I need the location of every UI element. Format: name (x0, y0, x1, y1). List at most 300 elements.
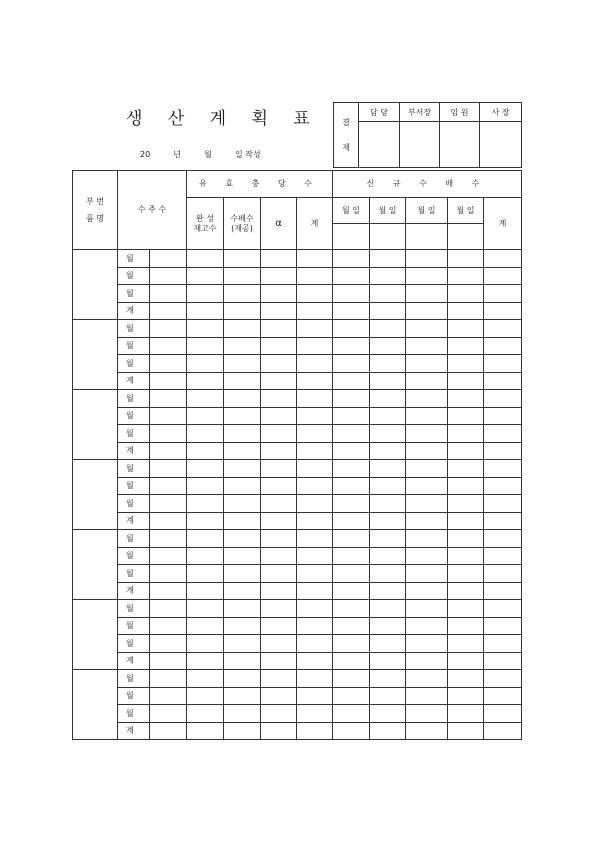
plan-entry-cell[interactable] (224, 670, 261, 688)
plan-entry-cell[interactable] (224, 302, 261, 320)
plan-entry-cell[interactable] (484, 302, 522, 320)
plan-entry-cell[interactable] (406, 250, 448, 268)
plan-entry-cell[interactable] (261, 582, 297, 600)
plan-entry-cell[interactable] (333, 512, 370, 530)
plan-entry-cell[interactable] (261, 547, 297, 565)
plan-entry-cell[interactable] (484, 460, 522, 478)
plan-entry-cell[interactable] (448, 250, 484, 268)
plan-entry-cell[interactable] (406, 337, 448, 355)
plan-entry-cell[interactable] (187, 267, 224, 285)
plan-entry-cell[interactable] (370, 582, 406, 600)
plan-entry-cell[interactable] (297, 635, 333, 653)
plan-entry-cell[interactable] (484, 635, 522, 653)
plan-entry-cell[interactable] (448, 512, 484, 530)
plan-entry-cell[interactable] (484, 337, 522, 355)
plan-entry-cell[interactable] (333, 582, 370, 600)
plan-entry-cell[interactable] (261, 320, 297, 338)
plan-entry-cell[interactable] (297, 372, 333, 390)
plan-entry-cell[interactable] (150, 512, 187, 530)
plan-entry-cell[interactable] (333, 687, 370, 705)
plan-entry-cell[interactable] (224, 565, 261, 583)
plan-entry-cell[interactable] (187, 495, 224, 513)
plan-entry-cell[interactable] (297, 250, 333, 268)
plan-entry-cell[interactable] (370, 320, 406, 338)
plan-entry-cell[interactable] (406, 582, 448, 600)
plan-entry-cell[interactable] (333, 600, 370, 618)
plan-entry-cell[interactable] (333, 302, 370, 320)
plan-entry-cell[interactable] (333, 722, 370, 740)
plan-entry-cell[interactable] (448, 635, 484, 653)
plan-entry-cell[interactable] (448, 302, 484, 320)
plan-entry-cell[interactable] (187, 442, 224, 460)
plan-entry-cell[interactable] (150, 705, 187, 723)
plan-entry-cell[interactable] (261, 722, 297, 740)
plan-entry-cell[interactable] (297, 705, 333, 723)
plan-entry-cell[interactable] (261, 407, 297, 425)
plan-entry-cell[interactable] (448, 670, 484, 688)
plan-entry-cell[interactable] (261, 460, 297, 478)
plan-entry-cell[interactable] (224, 460, 261, 478)
plan-entry-cell[interactable] (448, 705, 484, 723)
plan-entry-cell[interactable] (224, 495, 261, 513)
part-name-cell[interactable] (73, 530, 118, 600)
plan-entry-cell[interactable] (406, 302, 448, 320)
plan-entry-cell[interactable] (333, 460, 370, 478)
plan-entry-cell[interactable] (150, 320, 187, 338)
plan-entry-cell[interactable] (187, 460, 224, 478)
plan-entry-cell[interactable] (333, 670, 370, 688)
plan-entry-cell[interactable] (297, 460, 333, 478)
plan-entry-cell[interactable] (297, 582, 333, 600)
plan-entry-cell[interactable] (406, 705, 448, 723)
plan-entry-cell[interactable] (333, 530, 370, 548)
plan-entry-cell[interactable] (187, 372, 224, 390)
plan-entry-cell[interactable] (150, 355, 187, 373)
plan-entry-cell[interactable] (150, 250, 187, 268)
plan-entry-cell[interactable] (448, 390, 484, 408)
plan-entry-cell[interactable] (370, 652, 406, 670)
plan-entry-cell[interactable] (406, 722, 448, 740)
plan-entry-cell[interactable] (297, 547, 333, 565)
plan-entry-cell[interactable] (448, 617, 484, 635)
plan-entry-cell[interactable] (333, 477, 370, 495)
plan-entry-cell[interactable] (297, 617, 333, 635)
plan-entry-cell[interactable] (406, 320, 448, 338)
plan-entry-cell[interactable] (187, 337, 224, 355)
month-day-input[interactable] (333, 224, 370, 250)
plan-entry-cell[interactable] (224, 635, 261, 653)
plan-entry-cell[interactable] (484, 425, 522, 443)
plan-entry-cell[interactable] (261, 565, 297, 583)
plan-entry-cell[interactable] (261, 687, 297, 705)
plan-entry-cell[interactable] (484, 355, 522, 373)
plan-entry-cell[interactable] (406, 547, 448, 565)
plan-entry-cell[interactable] (187, 512, 224, 530)
plan-entry-cell[interactable] (370, 600, 406, 618)
plan-entry-cell[interactable] (370, 425, 406, 443)
plan-entry-cell[interactable] (187, 250, 224, 268)
plan-entry-cell[interactable] (484, 652, 522, 670)
plan-entry-cell[interactable] (150, 582, 187, 600)
plan-entry-cell[interactable] (370, 547, 406, 565)
plan-entry-cell[interactable] (370, 530, 406, 548)
plan-entry-cell[interactable] (261, 390, 297, 408)
approval-sign-cell[interactable] (440, 122, 480, 168)
plan-entry-cell[interactable] (297, 495, 333, 513)
plan-entry-cell[interactable] (297, 285, 333, 303)
plan-entry-cell[interactable] (150, 722, 187, 740)
plan-entry-cell[interactable] (187, 582, 224, 600)
plan-entry-cell[interactable] (333, 442, 370, 460)
plan-entry-cell[interactable] (448, 477, 484, 495)
plan-entry-cell[interactable] (370, 565, 406, 583)
plan-entry-cell[interactable] (150, 302, 187, 320)
plan-entry-cell[interactable] (261, 635, 297, 653)
approval-sign-cell[interactable] (480, 122, 522, 168)
plan-entry-cell[interactable] (370, 670, 406, 688)
plan-entry-cell[interactable] (484, 372, 522, 390)
plan-entry-cell[interactable] (370, 512, 406, 530)
plan-entry-cell[interactable] (261, 250, 297, 268)
plan-entry-cell[interactable] (333, 372, 370, 390)
plan-entry-cell[interactable] (333, 547, 370, 565)
plan-entry-cell[interactable] (448, 355, 484, 373)
plan-entry-cell[interactable] (370, 477, 406, 495)
plan-entry-cell[interactable] (224, 582, 261, 600)
row-period-label: 월 (118, 425, 150, 443)
plan-entry-cell[interactable] (297, 477, 333, 495)
plan-entry-cell[interactable] (224, 355, 261, 373)
plan-entry-cell[interactable] (187, 617, 224, 635)
month-day-input[interactable] (406, 224, 448, 250)
plan-entry-cell[interactable] (333, 285, 370, 303)
plan-entry-cell[interactable] (370, 442, 406, 460)
plan-entry-cell[interactable] (406, 600, 448, 618)
plan-entry-cell[interactable] (406, 512, 448, 530)
plan-entry-cell[interactable] (150, 337, 187, 355)
plan-entry-cell[interactable] (484, 442, 522, 460)
row-period-label: 월 (118, 600, 150, 618)
plan-entry-cell[interactable] (187, 477, 224, 495)
plan-entry-cell[interactable] (406, 495, 448, 513)
plan-entry-cell[interactable] (224, 512, 261, 530)
plan-entry-cell[interactable] (224, 687, 261, 705)
plan-entry-cell[interactable] (224, 320, 261, 338)
plan-entry-cell[interactable] (261, 530, 297, 548)
plan-entry-cell[interactable] (484, 617, 522, 635)
plan-entry-cell[interactable] (297, 600, 333, 618)
plan-entry-cell[interactable] (187, 390, 224, 408)
plan-entry-cell[interactable] (224, 705, 261, 723)
plan-entry-cell[interactable] (150, 495, 187, 513)
part-name-cell[interactable] (73, 460, 118, 530)
plan-entry-cell[interactable] (297, 302, 333, 320)
plan-entry-cell[interactable] (484, 582, 522, 600)
part-name-cell[interactable] (73, 320, 118, 390)
plan-entry-cell[interactable] (448, 565, 484, 583)
part-name-cell[interactable] (73, 670, 118, 740)
plan-entry-cell[interactable] (150, 425, 187, 443)
plan-entry-cell[interactable] (297, 267, 333, 285)
plan-entry-cell[interactable] (370, 285, 406, 303)
part-name-cell[interactable] (73, 250, 118, 320)
plan-entry-cell[interactable] (261, 337, 297, 355)
plan-entry-cell[interactable] (297, 407, 333, 425)
plan-entry-cell[interactable] (187, 635, 224, 653)
plan-entry-cell[interactable] (333, 705, 370, 723)
plan-entry-cell[interactable] (448, 687, 484, 705)
plan-entry-cell[interactable] (406, 390, 448, 408)
plan-entry-cell[interactable] (224, 390, 261, 408)
plan-entry-cell[interactable] (261, 495, 297, 513)
plan-entry-cell[interactable] (297, 320, 333, 338)
plan-entry-cell[interactable] (370, 355, 406, 373)
plan-entry-cell[interactable] (484, 407, 522, 425)
plan-entry-cell[interactable] (261, 477, 297, 495)
approval-sign-cell[interactable] (359, 122, 400, 168)
plan-entry-cell[interactable] (406, 670, 448, 688)
plan-entry-cell[interactable] (484, 320, 522, 338)
plan-entry-cell[interactable] (406, 460, 448, 478)
plan-entry-cell[interactable] (224, 425, 261, 443)
plan-entry-cell[interactable] (484, 565, 522, 583)
plan-entry-cell[interactable] (224, 372, 261, 390)
plan-entry-cell[interactable] (150, 442, 187, 460)
plan-entry-cell[interactable] (406, 565, 448, 583)
plan-entry-cell[interactable] (261, 600, 297, 618)
plan-entry-cell[interactable] (448, 442, 484, 460)
plan-entry-cell[interactable] (297, 337, 333, 355)
plan-entry-cell[interactable] (333, 390, 370, 408)
plan-entry-cell[interactable] (484, 477, 522, 495)
plan-entry-cell[interactable] (448, 652, 484, 670)
plan-entry-cell[interactable] (484, 687, 522, 705)
plan-entry-cell[interactable] (261, 705, 297, 723)
plan-entry-cell[interactable] (297, 355, 333, 373)
plan-entry-cell[interactable] (370, 495, 406, 513)
plan-entry-cell[interactable] (187, 600, 224, 618)
month-day-input[interactable] (370, 224, 406, 250)
plan-entry-cell[interactable] (370, 617, 406, 635)
plan-entry-cell[interactable] (370, 407, 406, 425)
plan-entry-cell[interactable] (261, 285, 297, 303)
plan-entry-cell[interactable] (297, 670, 333, 688)
plan-entry-cell[interactable] (224, 547, 261, 565)
part-name-cell[interactable] (73, 390, 118, 460)
plan-entry-cell[interactable] (333, 652, 370, 670)
plan-entry-cell[interactable] (150, 267, 187, 285)
plan-entry-cell[interactable] (224, 267, 261, 285)
plan-entry-cell[interactable] (333, 635, 370, 653)
plan-entry-cell[interactable] (406, 687, 448, 705)
plan-entry-cell[interactable] (370, 250, 406, 268)
plan-entry-cell[interactable] (187, 547, 224, 565)
plan-entry-cell[interactable] (370, 705, 406, 723)
plan-entry-cell[interactable] (187, 687, 224, 705)
plan-entry-cell[interactable] (333, 267, 370, 285)
plan-entry-cell[interactable] (333, 617, 370, 635)
plan-entry-cell[interactable] (261, 372, 297, 390)
plan-entry-cell[interactable] (484, 512, 522, 530)
plan-entry-cell[interactable] (187, 285, 224, 303)
plan-entry-cell[interactable] (187, 302, 224, 320)
plan-entry-cell[interactable] (297, 652, 333, 670)
plan-entry-cell[interactable] (370, 460, 406, 478)
plan-entry-cell[interactable] (406, 635, 448, 653)
plan-entry-cell[interactable] (333, 565, 370, 583)
plan-entry-cell[interactable] (406, 652, 448, 670)
plan-entry-cell[interactable] (261, 355, 297, 373)
plan-entry-cell[interactable] (150, 530, 187, 548)
plan-entry-cell[interactable] (150, 390, 187, 408)
plan-entry-cell[interactable] (484, 495, 522, 513)
plan-entry-cell[interactable] (406, 285, 448, 303)
plan-entry-cell[interactable] (261, 652, 297, 670)
plan-entry-cell[interactable] (297, 722, 333, 740)
plan-entry-cell[interactable] (448, 600, 484, 618)
plan-entry-cell[interactable] (484, 390, 522, 408)
plan-entry-cell[interactable] (224, 722, 261, 740)
plan-entry-cell[interactable] (448, 372, 484, 390)
plan-entry-cell[interactable] (150, 617, 187, 635)
part-name-cell[interactable] (73, 600, 118, 670)
plan-entry-cell[interactable] (406, 372, 448, 390)
plan-entry-cell[interactable] (333, 407, 370, 425)
plan-entry-cell[interactable] (187, 722, 224, 740)
header-order-qty: 수 주 수 (118, 171, 187, 250)
plan-entry-cell[interactable] (187, 355, 224, 373)
plan-entry-cell[interactable] (224, 250, 261, 268)
plan-entry-cell[interactable] (261, 425, 297, 443)
plan-entry-cell[interactable] (448, 547, 484, 565)
plan-entry-cell[interactable] (370, 722, 406, 740)
plan-entry-cell[interactable] (406, 617, 448, 635)
plan-entry-cell[interactable] (484, 722, 522, 740)
plan-entry-cell[interactable] (448, 582, 484, 600)
plan-entry-cell[interactable] (150, 407, 187, 425)
plan-entry-cell[interactable] (261, 512, 297, 530)
plan-entry-cell[interactable] (484, 285, 522, 303)
plan-entry-cell[interactable] (484, 530, 522, 548)
plan-entry-cell[interactable] (448, 460, 484, 478)
plan-entry-cell[interactable] (448, 530, 484, 548)
plan-entry-cell[interactable] (406, 425, 448, 443)
plan-entry-cell[interactable] (150, 565, 187, 583)
plan-entry-cell[interactable] (333, 250, 370, 268)
plan-entry-cell[interactable] (370, 337, 406, 355)
plan-entry-cell[interactable] (406, 355, 448, 373)
plan-entry-cell[interactable] (150, 372, 187, 390)
plan-entry-cell[interactable] (150, 670, 187, 688)
plan-entry-cell[interactable] (370, 687, 406, 705)
plan-entry-cell[interactable] (333, 355, 370, 373)
plan-entry-cell[interactable] (484, 600, 522, 618)
plan-entry-cell[interactable] (297, 390, 333, 408)
plan-entry-cell[interactable] (406, 407, 448, 425)
plan-entry-cell[interactable] (224, 337, 261, 355)
plan-entry-cell[interactable] (150, 635, 187, 653)
plan-entry-cell[interactable] (448, 337, 484, 355)
plan-entry-cell[interactable] (187, 565, 224, 583)
plan-entry-cell[interactable] (261, 302, 297, 320)
plan-entry-cell[interactable] (187, 425, 224, 443)
plan-entry-cell[interactable] (261, 670, 297, 688)
plan-entry-cell[interactable] (333, 337, 370, 355)
plan-entry-cell[interactable] (333, 495, 370, 513)
plan-entry-cell[interactable] (448, 267, 484, 285)
plan-entry-cell[interactable] (406, 477, 448, 495)
plan-entry-cell[interactable] (187, 705, 224, 723)
plan-entry-cell[interactable] (187, 530, 224, 548)
plan-entry-cell[interactable] (448, 722, 484, 740)
plan-entry-cell[interactable] (224, 442, 261, 460)
plan-entry-cell[interactable] (187, 320, 224, 338)
plan-entry-cell[interactable] (484, 705, 522, 723)
plan-entry-cell[interactable] (224, 285, 261, 303)
plan-entry-cell[interactable] (370, 267, 406, 285)
plan-entry-cell[interactable] (224, 407, 261, 425)
plan-entry-cell[interactable] (224, 530, 261, 548)
plan-entry-cell[interactable] (297, 512, 333, 530)
plan-entry-cell[interactable] (224, 652, 261, 670)
plan-entry-cell[interactable] (333, 320, 370, 338)
plan-entry-cell[interactable] (297, 530, 333, 548)
plan-entry-cell[interactable] (297, 442, 333, 460)
plan-entry-cell[interactable] (261, 442, 297, 460)
plan-entry-cell[interactable] (484, 250, 522, 268)
plan-entry-cell[interactable] (224, 477, 261, 495)
plan-entry-cell[interactable] (150, 687, 187, 705)
plan-entry-cell[interactable] (333, 425, 370, 443)
header-month-day: 월 일 (448, 198, 484, 224)
plan-entry-cell[interactable] (484, 547, 522, 565)
plan-entry-cell[interactable] (448, 495, 484, 513)
plan-entry-cell[interactable] (448, 407, 484, 425)
plan-entry-cell[interactable] (370, 302, 406, 320)
plan-entry-cell[interactable] (484, 267, 522, 285)
plan-entry-cell[interactable] (150, 460, 187, 478)
plan-entry-cell[interactable] (406, 267, 448, 285)
plan-entry-cell[interactable] (297, 565, 333, 583)
plan-entry-cell[interactable] (448, 320, 484, 338)
plan-entry-cell[interactable] (187, 652, 224, 670)
plan-entry-cell[interactable] (150, 600, 187, 618)
plan-entry-cell[interactable] (370, 390, 406, 408)
plan-entry-cell[interactable] (187, 670, 224, 688)
month-day-input[interactable] (448, 224, 484, 250)
plan-entry-cell[interactable] (406, 530, 448, 548)
plan-entry-cell[interactable] (370, 372, 406, 390)
plan-entry-cell[interactable] (261, 267, 297, 285)
plan-entry-cell[interactable] (224, 600, 261, 618)
plan-entry-cell[interactable] (370, 635, 406, 653)
header-finished-line2: 재고수 (193, 223, 217, 233)
plan-entry-cell[interactable] (297, 425, 333, 443)
plan-entry-cell[interactable] (224, 617, 261, 635)
plan-entry-cell[interactable] (484, 670, 522, 688)
plan-entry-cell[interactable] (150, 477, 187, 495)
plan-entry-cell[interactable] (150, 652, 187, 670)
plan-entry-cell[interactable] (150, 285, 187, 303)
plan-entry-cell[interactable] (187, 407, 224, 425)
approval-sign-cell[interactable] (400, 122, 440, 168)
plan-entry-cell[interactable] (150, 547, 187, 565)
plan-entry-cell[interactable] (297, 687, 333, 705)
plan-entry-cell[interactable] (261, 617, 297, 635)
plan-entry-cell[interactable] (448, 425, 484, 443)
plan-entry-cell[interactable] (448, 285, 484, 303)
plan-entry-cell[interactable] (406, 442, 448, 460)
